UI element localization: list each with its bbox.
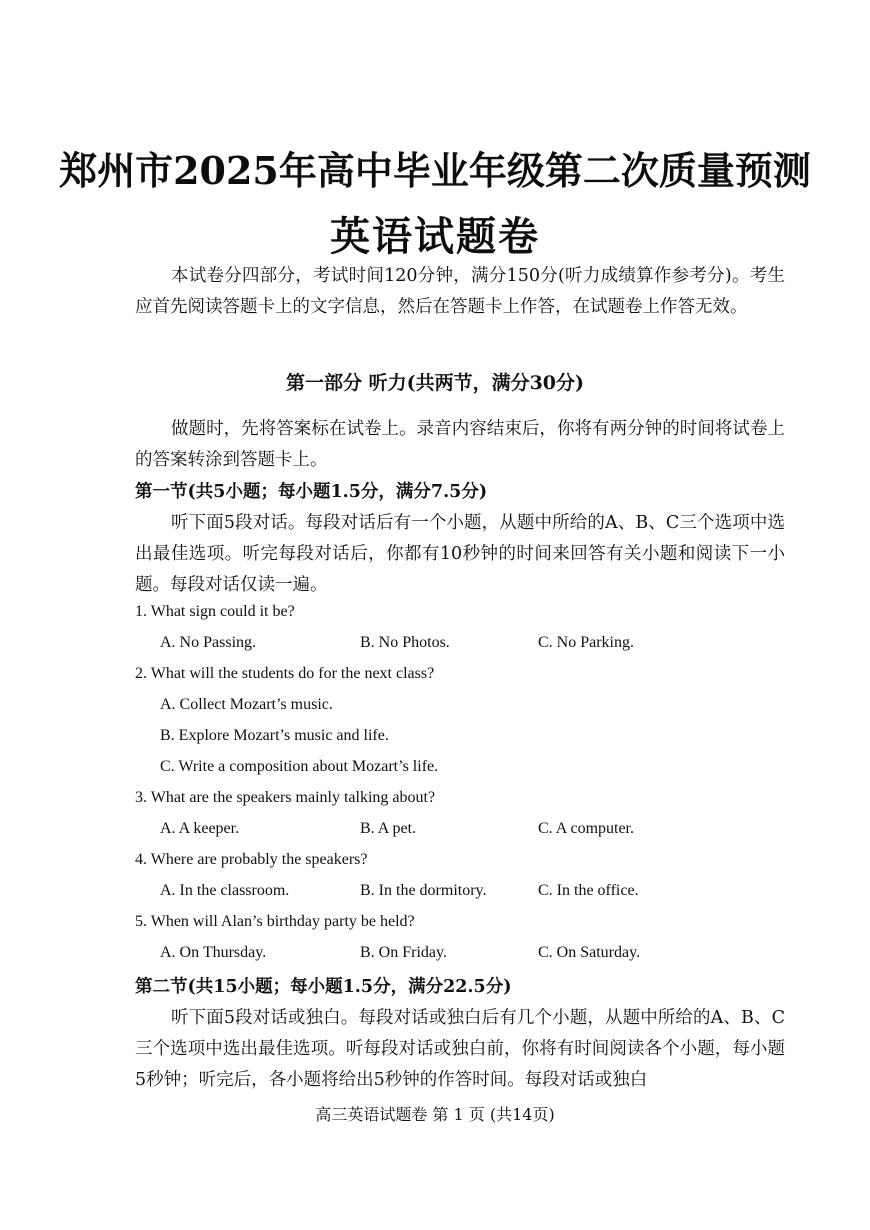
- question-5-option-c: C. On Saturday.: [538, 944, 641, 961]
- question-5-option-b: B. On Friday.: [360, 944, 447, 961]
- section1-heading: 第一节(共5小题；每小题1.5分，满分7.5分): [135, 482, 488, 502]
- section2-instruction: 听下面5段对话或独白。每段对话或独白后有几个小题，从题中所给的A、B、C三个选项中选出最佳选项。听每段对话或独白前，你将有时间阅读各个小题，每小题5秒钟；听完后，各小题将给出5秒钟的作答时间。每段对话或独白: [135, 1008, 785, 1090]
- question-1-option-b: B. No Photos.: [360, 634, 450, 651]
- section2-heading: 第二节(共15小题；每小题1.5分，满分22.5分): [135, 977, 512, 997]
- question-3-option-c: C. A computer.: [538, 820, 634, 837]
- question-2-option-b: B. Explore Mozart’s music and life.: [160, 727, 389, 744]
- section1-instruction: 听下面5段对话。每段对话后有一个小题，从题中所给的A、B、C三个选项中选出最佳选项。听完每段对话后，你都有10秒钟的时间来回答有关小题和阅读下一小题。每段对话仅读一遍。: [135, 513, 785, 595]
- question-2-option-c: C. Write a composition about Mozart’s life.: [160, 758, 439, 775]
- question-1-option-c: C. No Parking.: [538, 634, 634, 651]
- question-3-option-a: A. A keeper.: [160, 820, 240, 837]
- part1-heading: 第一部分 听力(共两节，满分30分): [285, 372, 585, 394]
- question-4-option-c: C. In the office.: [538, 882, 639, 899]
- question-3-option-b: B. A pet.: [360, 820, 417, 837]
- question-3-stem: 3. What are the speakers mainly talking about?: [135, 789, 436, 806]
- question-4-stem: 4. Where are probably the speakers?: [135, 851, 368, 868]
- question-2-option-a: A. Collect Mozart’s music.: [160, 696, 333, 713]
- exam-subtitle: 英语试题卷: [330, 213, 540, 260]
- question-5-option-a: A. On Thursday.: [160, 944, 267, 961]
- question-1-option-a: A. No Passing.: [160, 634, 257, 651]
- question-5-stem: 5. When will Alan’s birthday party be held?: [135, 913, 415, 930]
- question-4-option-a: A. In the classroom.: [160, 882, 290, 899]
- question-1-stem: 1. What sign could it be?: [135, 603, 295, 620]
- page-footer: 高三英语试题卷 第 1 页 (共14页): [315, 1105, 555, 1124]
- question-2-stem: 2. What will the students do for the next class?: [135, 665, 435, 682]
- exam-title: 郑州市2025年高中毕业年级第二次质量预测: [59, 148, 811, 193]
- exam-instructions: 本试卷分四部分，考试时间120分钟，满分150分(听力成绩算作参考分)。考生应首先阅读答题卡上的文字信息，然后在答题卡上作答，在试题卷上作答无效。: [135, 266, 785, 317]
- question-4-option-b: B. In the dormitory.: [360, 882, 487, 899]
- part1-instruction: 做题时，先将答案标在试卷上。录音内容结束后，你将有两分钟的时间将试卷上的答案转涂到答题卡上。: [135, 419, 785, 470]
